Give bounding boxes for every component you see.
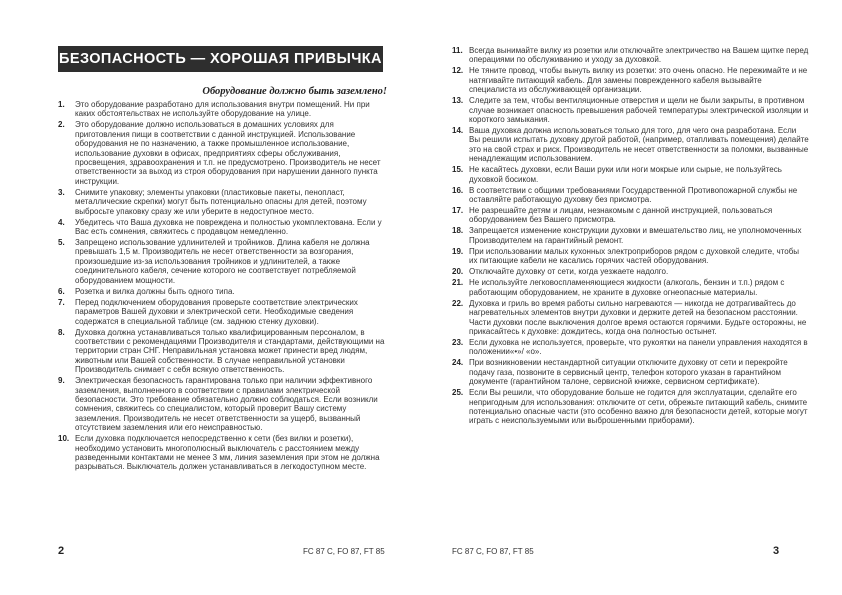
item-number: 16. <box>452 185 464 195</box>
safety-item <box>58 328 388 375</box>
item-text: Электрическая безопасность гарантирована только при наличии эффективного заземления, выполненного в соответствии с правилами электрической безопасности. Это требование обязательно должно соблюдаться. Если возникли сомнения, свяжитесь со специалистом, который проверит Вашу систему заземления. Производитель не несет ответственности за ущерб, вызванный отсутствием заземления или его неисправностью. <box>75 376 378 433</box>
item-number: 14. <box>452 126 464 136</box>
item-text: Убедитесь что Ваша духовка не повреждена и полностью укомплектована. Если у Вас есть сомнения, свяжитесь с продавцом немедленно. <box>75 217 382 237</box>
item-number: 19. <box>452 246 464 256</box>
item-text: Духовка должна устанавливаться только квалифицированным персоналом, в соответствии с рекомендациями Производителя и стандартами, действующими на территории стран СНГ. Неправильная установка может принести вред людям, животным или Вашей собственности. В случае неправильной установки Производитель снимает с себя всякую ответственность. <box>75 327 385 375</box>
item-number: 17. <box>452 206 464 216</box>
safety-item <box>58 298 388 326</box>
safety-item <box>58 434 388 472</box>
item-text: В соответствии с общими требованиями Государственной Противопожарной службы не оставляйте работающую духовку без присмотра. <box>469 185 798 205</box>
item-number: 2. <box>58 120 65 130</box>
item-text: Не разрешайте детям и лицам, незнакомым с данной инструкцией, пользоваться оборудованием без Вашего присмотра. <box>469 206 773 225</box>
safety-item <box>452 165 809 184</box>
safety-item <box>452 206 809 225</box>
item-text: Запрещается изменение конструкции духовки и вмешательство лиц, не уполномоченных Производителем на гарантийный ремонт. <box>469 226 802 245</box>
item-number: 8. <box>58 327 65 337</box>
item-number: 9. <box>58 376 65 386</box>
section-banner: БЕЗОПАСНОСТЬ — ХОРОШАЯ ПРИВЫЧКА <box>58 46 383 72</box>
item-text: Это оборудование разработано для использования внутри помещений. Ни при каких обстоятельствах не используйте оборудование на улице. <box>75 100 370 119</box>
safety-list-left <box>58 100 388 473</box>
item-text: Если Вы решили, что оборудование больше не годится для эксплуатации, сделайте его непригодным для использования: отключите от сети, обрежьте питающий кабель, снимите потенциально опасные части (это особенно важно для безопасности детей, которые могут играть с неиспользуемыми или выброшенными приборами). <box>469 388 808 426</box>
item-number: 25. <box>452 388 464 398</box>
safety-item <box>452 186 809 205</box>
item-text: Ваша духовка должна использоваться только для того, для чего она разработана. Если Вы решили испытать духовку другой работой, (например, отапливать помещения) делайте это на свой страх и риск. Производитель не несет ответственности за поломки, вызванные ненадлежащим использованием. <box>469 126 809 164</box>
safety-item <box>452 126 809 164</box>
safety-item <box>452 46 809 65</box>
safety-item <box>452 267 809 276</box>
item-text: Не тяните провод, чтобы вынуть вилку из розетки: это очень опасно. Не пережимайте и не натягивайте питающий кабель. Для замены поврежденного кабеля вызывайте специалиста из обслуживающей организации. <box>469 66 808 95</box>
safety-item <box>452 247 809 266</box>
item-number: 24. <box>452 358 464 368</box>
safety-item <box>452 338 809 357</box>
item-text: Не касайтесь духовки, если Ваши руки или ноги мокрые или сырые, не пользуйтесь духовкой босиком. <box>469 165 782 184</box>
item-number: 12. <box>452 66 464 76</box>
item-number: 4. <box>58 217 65 227</box>
item-number: 20. <box>452 267 464 277</box>
item-number: 18. <box>452 226 464 236</box>
item-number: 7. <box>58 297 65 307</box>
item-text: Если духовка подключается непосредственно к сети (без вилки и розетки), необходимо установить многополюсный выключатель с расстоянием между разведенными контактами не менее 3 мм, линия заземления при этом не должна разрываться. Выключатель должен устанавливаться в легкодоступном месте. <box>75 434 380 472</box>
safety-item <box>58 188 388 216</box>
page-number: 3 <box>773 545 780 557</box>
safety-item <box>452 299 809 337</box>
model-codes: FC 87 C, FO 87, FT 85 <box>303 547 385 556</box>
item-text: Отключайте духовку от сети, когда уезжаете надолго. <box>469 267 669 277</box>
item-number: 10. <box>58 434 70 444</box>
item-number: 21. <box>452 278 464 288</box>
item-number: 22. <box>452 298 464 308</box>
right-page <box>421 0 842 595</box>
page-number: 2 <box>58 545 65 557</box>
safety-item <box>452 66 809 94</box>
item-number: 23. <box>452 337 464 347</box>
item-number: 3. <box>58 187 65 197</box>
item-text: При использовании малых кухонных электроприборов рядом с духовкой следите, чтобы их питающие кабели не касались горячих частей оборудования. <box>469 246 800 266</box>
safety-item <box>58 287 388 296</box>
item-text: Не используйте легковоспламеняющиеся жидкости (алкоголь, бензин и т.п.) рядом с работающим оборудованием, не храните в духовке огнеопасные материалы. <box>469 278 785 297</box>
model-codes: FC 87 C, FO 87, FT 85 <box>452 547 534 556</box>
grounding-warning: Оборудование должно быть заземлено! <box>202 86 387 97</box>
item-text: Если духовка не используется, проверьте, что рукоятки на панели управления находятся в положении«•»/ «о». <box>469 337 808 357</box>
safety-item <box>452 358 809 386</box>
item-text: Розетка и вилка должны быть одного типа. <box>75 286 235 296</box>
item-number: 11. <box>452 46 463 55</box>
item-text: Духовка и гриль во время работы сильно нагреваются — никогда не дотрагивайтесь до нагревательных элементов внутри духовки и держите детей на безопасном расстоянии. Части духовки после выключения долгое время остаются горячими. Будьте осторожны, не прикасайтесь к духовке: дождитесь, когда она полностью остынет. <box>469 298 807 336</box>
safety-item <box>452 96 809 124</box>
safety-item <box>58 120 388 186</box>
item-number: 1. <box>58 100 65 109</box>
safety-item <box>58 238 388 285</box>
item-text: При возникновении нестандартной ситуации отключите духовку от сети и перекройте подачу газа, позвоните в сервисный центр, телефон которого указан в гарантийном документе (гарантийном талоне, сервисной книжке, сервисном сертификате). <box>469 358 788 387</box>
item-text: Запрещено использование удлинителей и тройников. Длина кабеля не должна превышать 1,5 м. Производитель не несет ответственности за возгорания, произошедшие из-за использования тройников и удлинителей, а также соединительного кабеля, сечение которого не соответствует потребляемой оборудованием мощности. <box>75 238 370 285</box>
item-text: Всегда вынимайте вилку из розетки или отключайте электричество на Вашем щитке перед операциями по обслуживанию и уходу за духовкой. <box>469 46 809 65</box>
safety-item <box>58 100 388 119</box>
item-number: 5. <box>58 238 65 248</box>
safety-item <box>58 376 388 432</box>
item-number: 6. <box>58 286 65 296</box>
safety-item <box>452 278 809 297</box>
safety-item <box>58 218 388 237</box>
safety-item <box>452 226 809 245</box>
item-text: Это оборудование должно использоваться в домашних условиях для приготовления пищи в соответствии с данной инструкцией. Использование оборудования не по назначению, а также промышленное использование, использование духовки в офисах, предприятиях сферы обслуживания, просвещения, здравоохранения и т.п. не предусмотрено. Производитель не несет ответственности за выход из строя оборудования при нарушении данного пункта инструкции. <box>75 120 381 186</box>
item-number: 15. <box>452 165 464 175</box>
item-number: 13. <box>452 96 464 106</box>
item-text: Следите за тем, чтобы вентиляционные отверстия и щели не были закрыты, в противном случае возникает опасность превышения рабочей температуры электрической изоляции и короткого замыкания. <box>469 96 809 125</box>
safety-item <box>452 388 809 426</box>
safety-list-right <box>452 46 809 427</box>
item-text: Снимите упаковку; элементы упаковки (пластиковые пакеты, пенопласт, металлические скрепки) могут быть потенциально опасны для детей, поэтому выбросьте упаковку сразу же или уберите в недоступное место. <box>75 187 367 216</box>
item-text: Перед подключением оборудования проверьте соответствие электрических параметров Вашей духовки и электрической сети. Необходимые сведения содержатся в специальной таблице (см. заднюю стенку духовки). <box>75 297 358 326</box>
